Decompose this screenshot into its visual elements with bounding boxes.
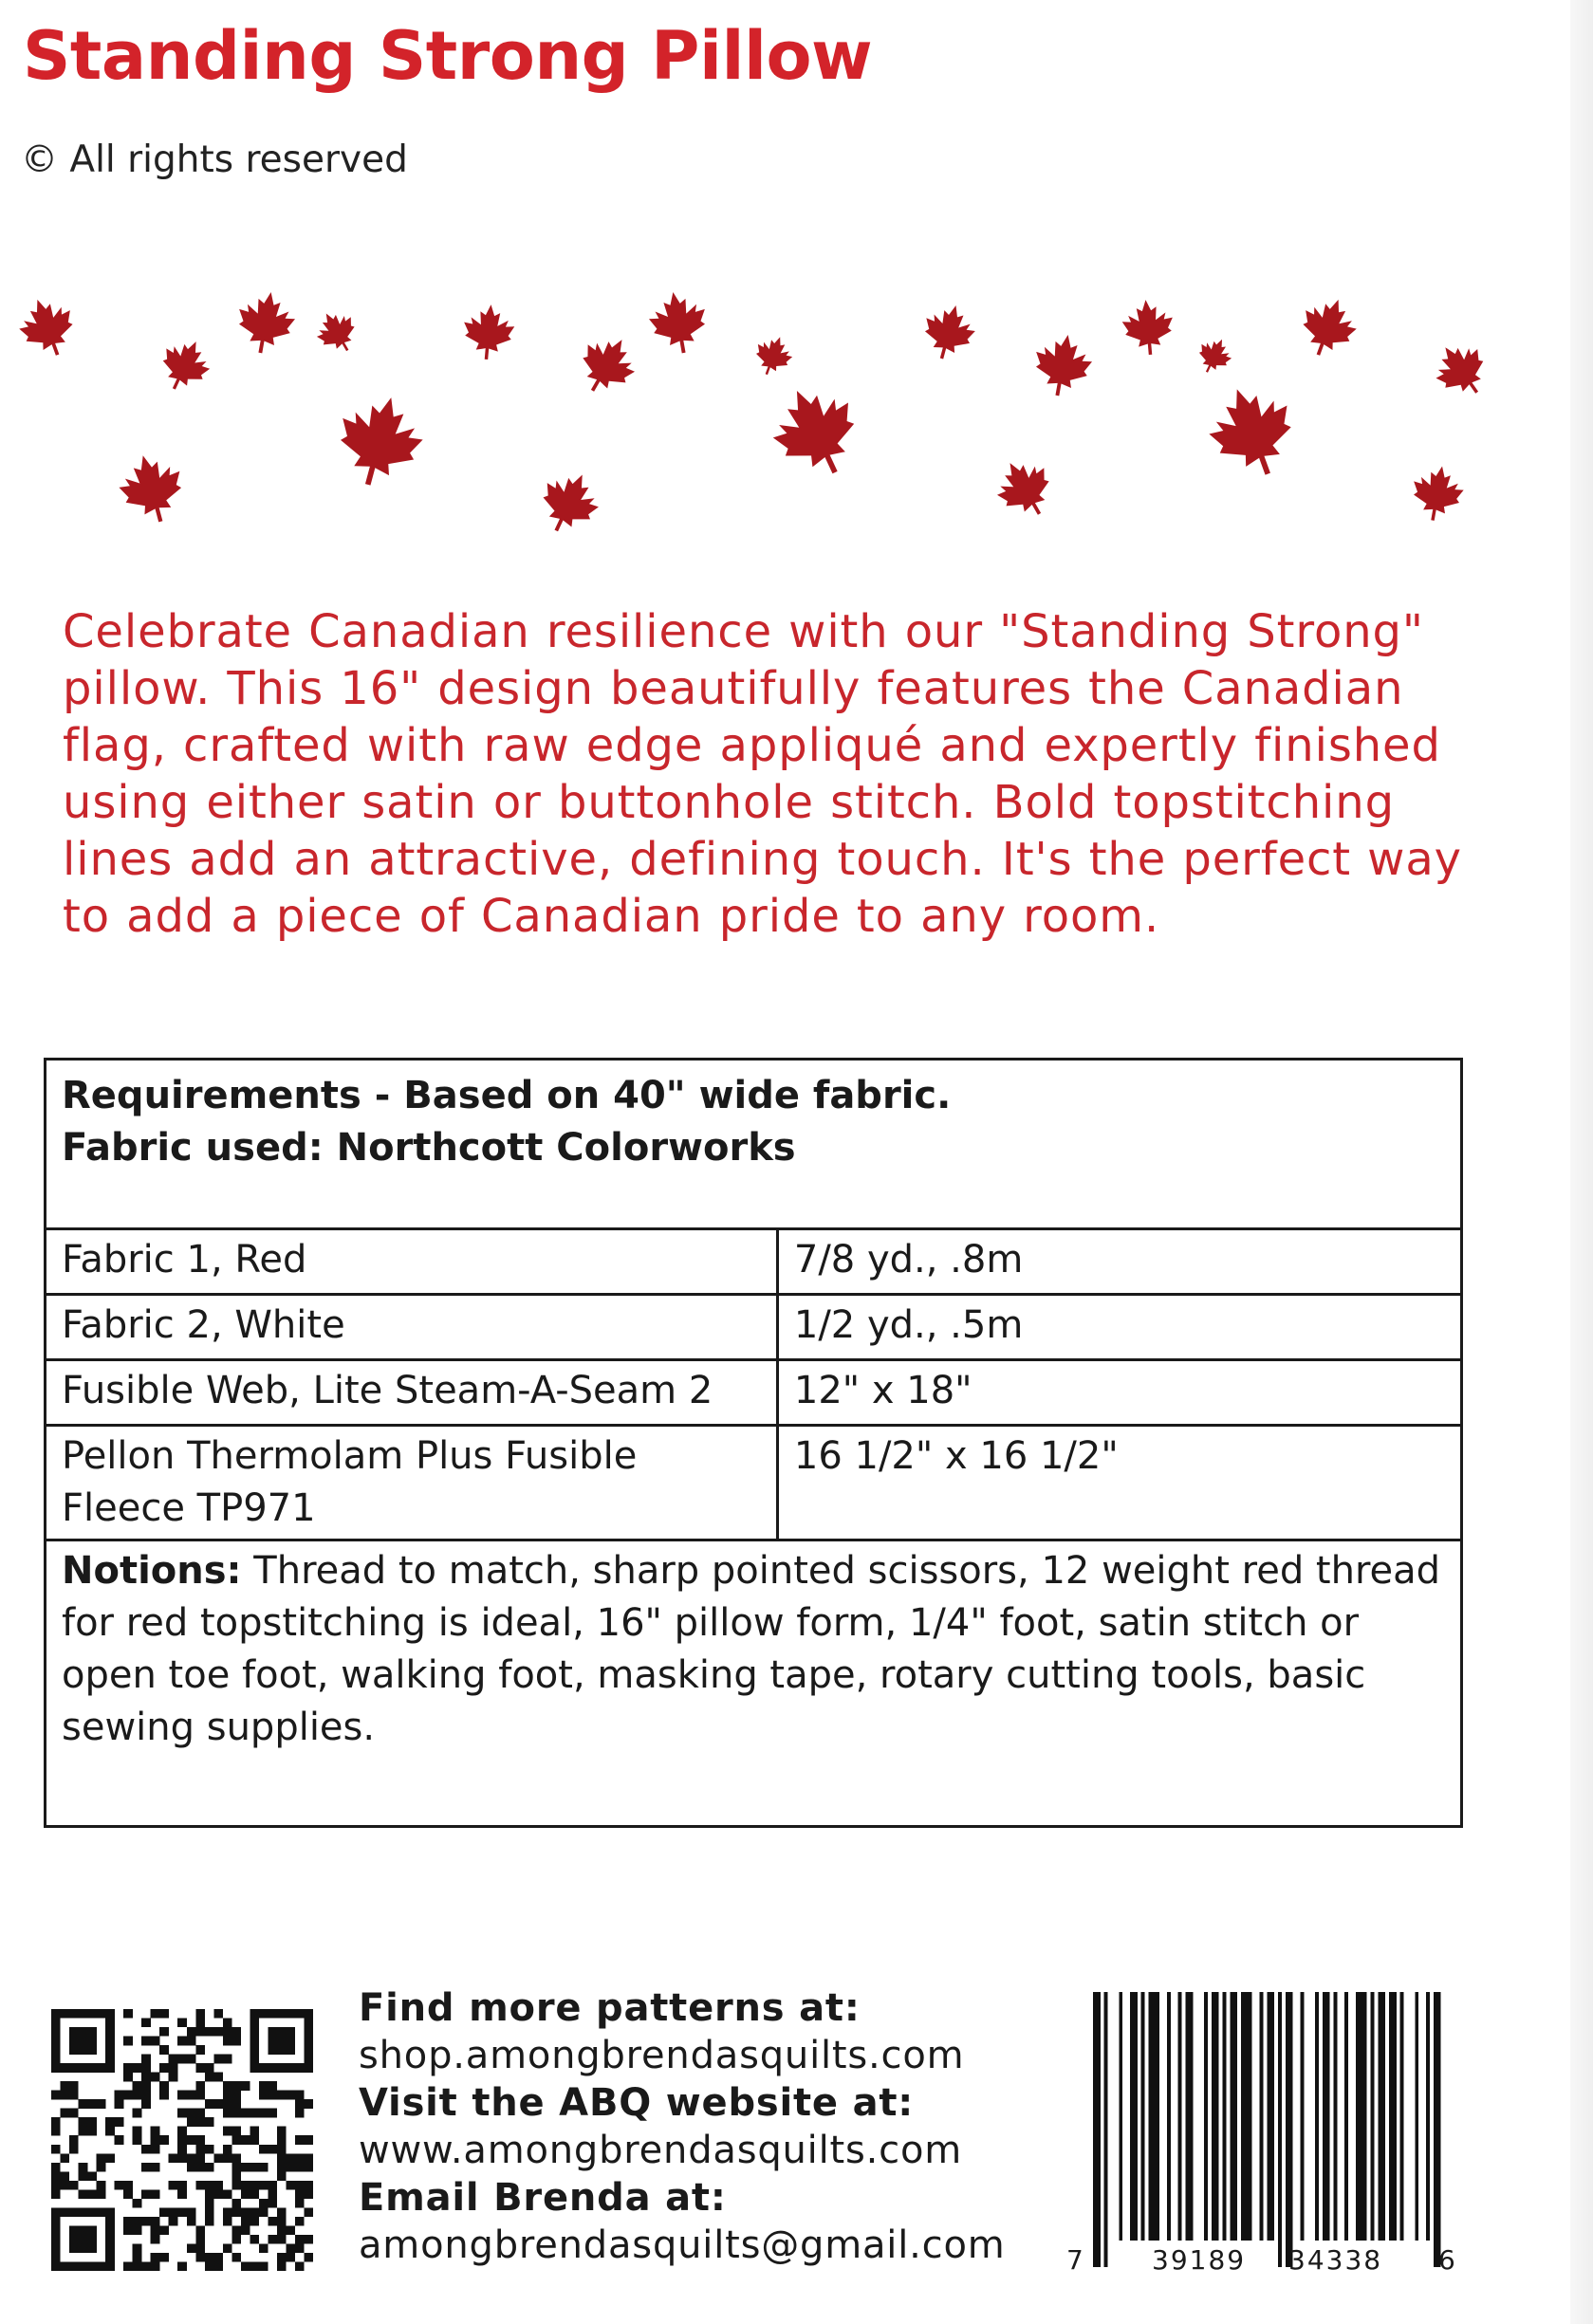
maple-leaf-icon	[1408, 462, 1468, 525]
maple-leaf-icon	[759, 373, 872, 489]
maple-leaf-icon	[750, 331, 798, 381]
maple-leaf-icon	[12, 290, 83, 364]
pattern-title: Standing Strong Pillow	[23, 17, 873, 95]
shop-link[interactable]: shop.amongbrendasquilts.com	[359, 2034, 965, 2077]
maple-leaf-icon	[327, 387, 431, 495]
requirement-item: Fabric 2, White	[46, 1295, 778, 1360]
table-row	[46, 1295, 1462, 1360]
requirement-amount: 12" x 18"	[777, 1360, 1461, 1426]
maple-leaf-icon	[1425, 333, 1490, 407]
requirements-header	[46, 1060, 1462, 1229]
notions-label: Notions:	[62, 1549, 242, 1593]
requirement-item: Fusible Web, Lite Steam-A-Seam 2	[46, 1360, 778, 1426]
maple-leaf-icon	[1029, 330, 1096, 400]
maple-leaf-icon	[1198, 375, 1307, 488]
barcode-group-1: 39189	[1152, 2244, 1247, 2276]
patterns-label: Find more patterns at:	[359, 1986, 861, 2030]
notions-text: Thread to match, sharp pointed scissors, 12 weight red thread for red topstitching is ideal, 16" pillow form, 1/4" foot, satin stitch or open toe foot, walking foot, masking tape, rotary cutting tools, basic sewing supplies.	[62, 1549, 1441, 1749]
requirement-amount: 16 1/2" x 16 1/2"	[777, 1426, 1461, 1540]
table-row	[46, 1229, 1462, 1295]
requirements-header-row	[46, 1060, 1462, 1229]
requirement-item: Fabric 1, Red	[46, 1229, 778, 1295]
page-edge-shadow	[1570, 0, 1593, 2324]
maple-leaf-icon	[917, 299, 981, 365]
copyright-notice: © All rights reserved	[21, 138, 408, 181]
barcode-digit-first: 7	[1066, 2244, 1085, 2276]
barcode-group-2: 34338	[1288, 2244, 1383, 2276]
maple-leaf-icon	[461, 303, 516, 361]
website-link[interactable]: www.amongbrendasquilts.com	[359, 2129, 962, 2172]
maple-leaf-icon	[232, 287, 299, 358]
barcode-digit-last: 6	[1438, 2244, 1457, 2276]
maple-leaf-icon	[152, 331, 217, 398]
requirement-amount: 7/8 yd., .8m	[777, 1229, 1461, 1295]
pattern-description: Celebrate Canadian resilience with our "Standing Strong" pillow. This 16" design beautifully features the Canadian flag, crafted with raw edge appliqué and expertly finished using either satin or buttonhole stitch. Bold topstitching lines add an attractive, defining touch. It's the perfect way to add a piece of Canadian pride to any room.	[63, 605, 1462, 943]
email-link[interactable]: amongbrendasquilts@gmail.com	[359, 2223, 1006, 2267]
maple-leaf-icon	[645, 287, 712, 358]
maple-leaf-icon	[309, 304, 364, 360]
table-row	[46, 1360, 1462, 1426]
maple-leaf-icon	[1293, 290, 1364, 364]
maple-leaves-border	[0, 275, 1490, 560]
qr-code[interactable]	[51, 2009, 313, 2271]
maple-leaf-icon	[1121, 298, 1176, 357]
requirements-table	[44, 1058, 1463, 1828]
contact-block	[359, 1984, 1005, 2269]
website-label: Visit the ABQ website at:	[359, 2081, 915, 2125]
requirements-basis: Requirements - Based on 40" wide fabric.	[62, 1074, 952, 1117]
maple-leaf-icon	[113, 448, 192, 530]
maple-leaf-icon	[1192, 332, 1237, 378]
notions	[46, 1540, 1462, 1827]
requirement-item: Pellon Thermolam Plus Fusible Fleece TP971	[46, 1426, 778, 1540]
maple-leaf-icon	[987, 450, 1063, 527]
table-row	[46, 1426, 1462, 1540]
maple-leaf-icon	[569, 326, 645, 404]
barcode	[1085, 1992, 1446, 2267]
email-label: Email Brenda at:	[359, 2176, 727, 2220]
notions-row	[46, 1540, 1462, 1827]
maple-leaf-icon	[530, 463, 608, 543]
requirement-amount: 1/2 yd., .5m	[777, 1295, 1461, 1360]
fabric-used: Fabric used: Northcott Colorworks	[62, 1126, 796, 1170]
